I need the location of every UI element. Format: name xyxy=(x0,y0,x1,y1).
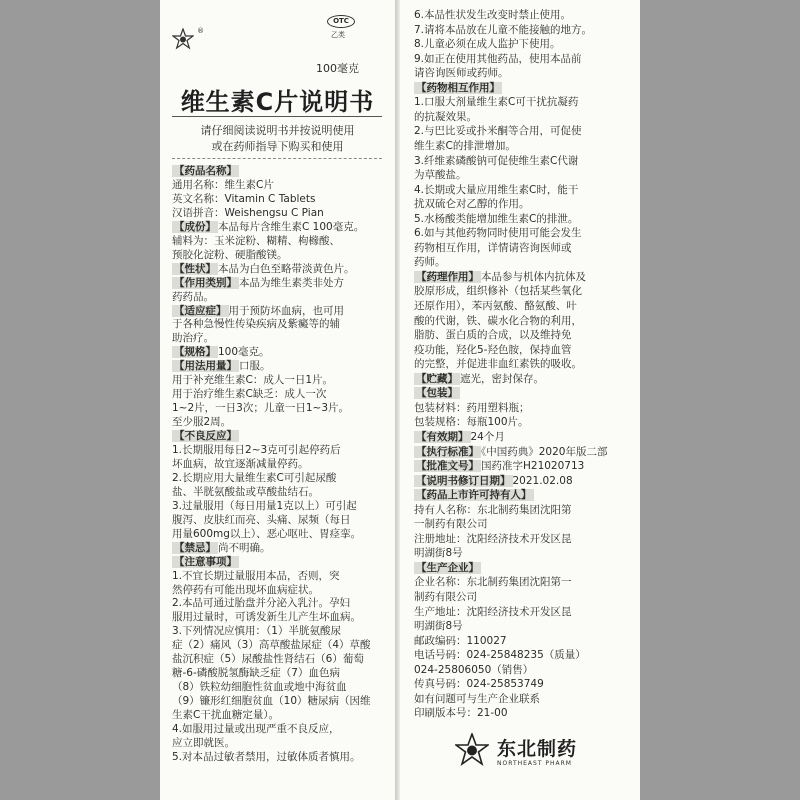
brand-logo-icon xyxy=(455,733,489,767)
left-line xyxy=(172,429,239,443)
left-line: 【成份】 本品每片含维生素C 100毫克。 xyxy=(174,220,365,233)
right-line: 还原作用），苯丙氨酸、酪氨酸、叶 xyxy=(414,300,577,312)
section-heading: 【性状】 xyxy=(174,262,216,275)
left-line: 3.过量服用（每日用量1克以上）可引起 xyxy=(172,499,357,512)
right-line: 【药理作用】 本品参与机体内抗体及 xyxy=(416,270,586,283)
volume-label: 100毫克 xyxy=(316,62,359,75)
left-line: 药药品。 xyxy=(172,290,214,303)
right-line: 5.水杨酸类能增加维生素C的排泄。 xyxy=(414,212,579,225)
right-line: 生产地址：沈阳经济技术开发区昆 xyxy=(414,605,572,618)
section-heading: 【药品名称】 xyxy=(174,165,237,177)
left-line: （8）铁粒幼细胞性贫血或地中海贫血 xyxy=(172,681,347,694)
title-rule xyxy=(172,116,382,117)
right-line: 6.本品性状发生改变时禁止使用。 xyxy=(414,9,572,21)
left-line: 【作用类别】 本品为维生素类非处方 xyxy=(174,276,344,289)
right-line: 6.如与其他药物同时使用可能会发生 xyxy=(414,227,582,240)
section-heading: 【药理作用】 xyxy=(416,270,479,283)
right-line: 如有问题可与生产企业联系 xyxy=(414,692,540,705)
section-heading: 【药物相互作用】 xyxy=(416,81,500,94)
section-heading: 【注意事项】 xyxy=(174,555,237,568)
left-line: 【禁忌】 尚不明确。 xyxy=(174,541,271,554)
right-line: 2.与巴比妥或扑米酮等合用，可促使 xyxy=(414,125,582,138)
section-heading: 【不良反应】 xyxy=(174,430,237,443)
right-line: 的抗凝效果。 xyxy=(414,110,477,123)
right-line xyxy=(414,488,534,502)
left-line: 坏血病，故宜逐渐减量停药。 xyxy=(172,457,309,470)
left-line: 盐、半胱氨酸盐或草酸盐结石。 xyxy=(172,485,319,498)
section-heading: 【说明书修订日期】 xyxy=(416,474,511,487)
right-line: 传真号码：024-25853749 xyxy=(414,678,544,691)
section-heading: 【贮藏】 xyxy=(416,372,458,385)
right-line: 胶原形成，组织修补（包括某些氧化 xyxy=(414,285,582,298)
subtitle-line-2: 或在药师指导下购买和使用 xyxy=(211,140,344,153)
section-heading: 【药品上市许可持有人】 xyxy=(416,489,532,502)
left-line: 通用名称：维生素C片 xyxy=(172,178,274,191)
section-heading: 【适应症】 xyxy=(174,304,227,317)
left-line: 生素C干扰血糖定量）。 xyxy=(172,709,280,722)
right-line: 疫功能，羟化5-羟色胺，保持血管 xyxy=(414,343,572,356)
left-line: 至少服2周。 xyxy=(172,416,232,429)
right-line: 明湖街8号 xyxy=(414,547,463,560)
right-line: 4.长期或大量应用维生素C时，能干 xyxy=(414,183,579,196)
right-line: 请咨询医师或药师。 xyxy=(414,67,509,80)
left-line: 盐沉积症（5）尿酸盐性肾结石（6）葡萄 xyxy=(172,653,364,666)
right-line: 药物相互作用，详情请咨询医师或 xyxy=(414,241,572,254)
left-line: 2.本品可通过胎盘并分泌入乳汁。孕妇 xyxy=(172,597,351,610)
left-line: 于各种急慢性传染疾病及紫癜等的辅 xyxy=(172,318,340,331)
right-line: 024-25806050（销售） xyxy=(414,663,534,676)
left-line: 【性状】 本品为白色至略带淡黄色片。 xyxy=(174,262,355,275)
right-line xyxy=(414,386,460,400)
right-line: 3.纤维素磷酸钠可促使维生素C代谢 xyxy=(414,154,579,167)
section-heading: 【成份】 xyxy=(174,220,216,233)
left-line: 然停药有可能出现坏血病症状。 xyxy=(172,583,319,596)
right-line: 【执行标准】 《中国药典》2020年版二部 xyxy=(416,445,608,458)
right-line: 【说明书修订日期】 2021.02.08 xyxy=(416,474,573,487)
right-line: 【有效期】 24个月 xyxy=(416,430,505,443)
registered-mark: ® xyxy=(197,27,204,35)
right-line: 维生素C的排泄增加。 xyxy=(414,139,516,152)
left-line: 汉语拼音：Weishengsu C Pian xyxy=(172,206,324,219)
right-line: 7.请将本品放在儿童不能接触的地方。 xyxy=(414,23,593,36)
left-line: 辅料为：玉米淀粉、糊精、枸橼酸、 xyxy=(172,234,340,247)
brand-name: 东北制药 xyxy=(497,738,578,760)
brand-name-english: NORTHEAST PHARM xyxy=(497,760,572,767)
left-line: 症（2）痛风（3）高草酸盐尿症（4）草酸 xyxy=(172,639,371,652)
left-line: 【适应症】 用于预防坏血病，也可用 xyxy=(174,304,344,317)
left-line: 1.长期服用每日2~3克可引起停药后 xyxy=(172,444,341,456)
left-line: 【规格】 100毫克。 xyxy=(174,346,270,359)
right-line: 明湖街8号 xyxy=(414,620,463,633)
right-line: 脂肪、蛋白质的合成，以及维持免 xyxy=(414,329,572,342)
right-line: 1.口服大剂量维生素C可干扰抗凝药 xyxy=(414,96,579,109)
right-line: 印刷版本号：21-00 xyxy=(414,707,508,720)
fold-line xyxy=(395,0,400,800)
section-heading: 【包装】 xyxy=(416,387,458,400)
left-line: 3.下列情况应慎用：（1）半胱氨酸尿 xyxy=(172,625,341,638)
right-line: 【贮藏】 遮光，密封保存。 xyxy=(416,372,544,385)
subtitle-divider xyxy=(172,158,382,159)
left-line: 应立即就医。 xyxy=(172,736,235,749)
right-line: 扰双硫仑对乙醇的作用。 xyxy=(414,198,530,211)
left-line: 腹泻、皮肤红而亮、头痛、尿频（每日 xyxy=(172,513,351,526)
left-line: 1~2片，一日3次；儿童一日1~3片。 xyxy=(172,402,349,415)
left-line: 2.长期应用大量维生素C可引起尿酸 xyxy=(172,471,337,484)
right-line: 电话号码：024-25848235（质量） xyxy=(414,649,586,662)
right-line xyxy=(414,561,481,575)
right-line: 邮政编码：110027 xyxy=(414,634,507,647)
left-line: （9）镰形红细胞贫血（10）糖尿病（因维 xyxy=(172,695,371,708)
otc-badge: OTC xyxy=(327,15,355,28)
left-line: 糖-6-磷酸脱氢酶缺乏症（7）血色病 xyxy=(172,667,340,680)
section-heading: 【作用类别】 xyxy=(174,276,237,289)
right-line: 9.如正在使用其他药品，使用本品前 xyxy=(414,52,582,65)
right-line: 【批准文号】 国药准字H21020713 xyxy=(416,460,585,473)
left-line: 【用法用量】 口服。 xyxy=(174,360,271,373)
right-line: 注册地址：沈阳经济技术开发区昆 xyxy=(414,532,572,545)
left-line: 用于补充维生素C：成人一日1片。 xyxy=(172,374,334,387)
subtitle-line-1: 请仔细阅读说明书并按说明使用 xyxy=(200,124,355,137)
right-line: 持有人名称：东北制药集团沈阳第 xyxy=(414,503,572,516)
right-line: 为草酸盐。 xyxy=(414,169,467,182)
left-line: 1.不宜长期过量服用本品，否则，突 xyxy=(172,569,340,582)
left-line xyxy=(172,164,239,178)
company-logo-icon xyxy=(172,28,194,50)
left-line: 助治疗。 xyxy=(172,332,214,345)
left-line: 用于治疗维生素C缺乏：成人一次 xyxy=(172,388,327,401)
left-line: 服用过量时，可诱发新生儿产生坏血病。 xyxy=(172,611,361,624)
section-heading: 【批准文号】 xyxy=(416,460,479,473)
right-line: 酸的代谢，铁、碳水化合物的利用， xyxy=(414,314,582,327)
left-line: 5.对本品过敏者禁用，过敏体质者慎用。 xyxy=(172,750,361,763)
section-heading: 【生产企业】 xyxy=(416,561,479,574)
section-heading: 【禁忌】 xyxy=(174,541,216,554)
right-line: 包装材料：药用塑料瓶； xyxy=(414,401,530,414)
right-line: 包装规格：每瓶100片。 xyxy=(414,416,529,429)
otc-class-label: 乙类 xyxy=(331,31,345,39)
left-line: 预胶化淀粉、硬脂酸镁。 xyxy=(172,248,288,261)
right-line xyxy=(414,81,502,95)
document-title: 维生素C片说明书 xyxy=(180,88,375,116)
section-heading: 【用法用量】 xyxy=(174,360,237,373)
section-heading: 【规格】 xyxy=(174,346,216,359)
left-line: 用量600mg以上）、恶心呕吐、胃痉挛。 xyxy=(172,527,362,540)
right-line: 的完整，并促进非血红素铁的吸收。 xyxy=(414,358,582,371)
right-line: 药师。 xyxy=(414,256,446,269)
right-line: 一制药有限公司 xyxy=(414,518,488,531)
left-line: 英文名称：Vitamin C Tablets xyxy=(172,192,316,205)
right-line: 企业名称：东北制药集团沈阳第一 xyxy=(414,576,572,589)
section-heading: 【有效期】 xyxy=(416,430,469,443)
left-line xyxy=(172,555,239,569)
right-line: 8.儿童必须在成人监护下使用。 xyxy=(414,38,561,51)
left-line: 4.如服用过量或出现严重不良反应， xyxy=(172,723,340,735)
right-line: 制药有限公司 xyxy=(414,591,477,603)
section-heading: 【执行标准】 xyxy=(416,445,479,458)
